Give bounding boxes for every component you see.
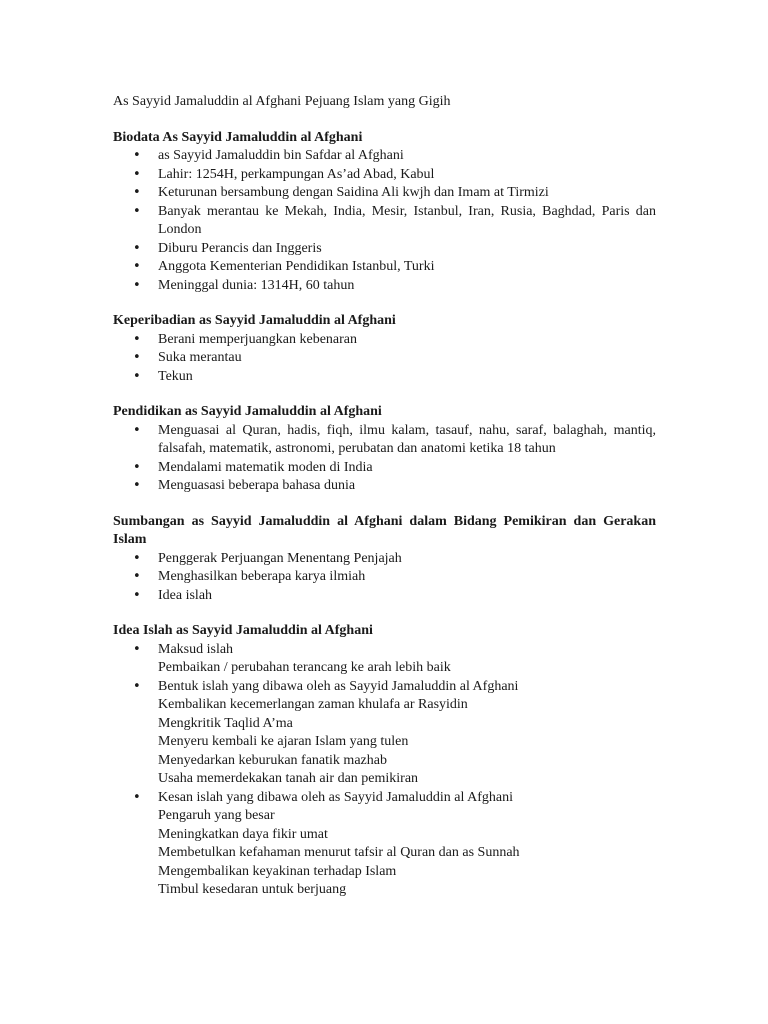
list-item: • Penggerak Perjuangan Menentang Penjajah bbox=[113, 550, 656, 569]
list-item: • as Sayyid Jamaluddin bin Safdar al Afghani bbox=[113, 147, 656, 166]
list-item: • Diburu Perancis dan Inggeris bbox=[113, 240, 656, 259]
bullet-list bbox=[113, 147, 656, 295]
sub-line: Mengkritik Taqlid A’ma bbox=[158, 715, 293, 731]
list-item bbox=[113, 678, 656, 789]
sub-line: Usaha memerdekakan tanah air dan pemikiran bbox=[158, 771, 419, 786]
section-heading: Sumbangan as Sayyid Jamaluddin al Afghani dalam Bidang Pemikiran dan Gerakan Islam bbox=[113, 513, 656, 547]
section-heading: Pendidikan as Sayyid Jamaluddin al Afghani bbox=[113, 404, 382, 419]
sub-line: Pembaikan / perubahan terancang ke arah lebih baik bbox=[158, 660, 451, 675]
sub-line: Meningkatkan daya fikir umat bbox=[158, 826, 328, 842]
list-item: • Lahir: 1254H, perkampungan As’ad Abad, Kabul bbox=[113, 166, 656, 185]
list-item: • Meninggal dunia: 1314H, 60 tahun bbox=[113, 277, 656, 296]
list-item bbox=[113, 789, 656, 900]
sub-line: Mengembalikan keyakinan terhadap Islam bbox=[158, 863, 397, 879]
section-heading: Idea Islah as Sayyid Jamaluddin al Afghani bbox=[113, 623, 373, 638]
section-idea-islah bbox=[113, 622, 656, 900]
section-sumbangan bbox=[113, 513, 656, 606]
document-body bbox=[113, 93, 656, 917]
list-item: • Berani memperjuangkan kebenaran bbox=[113, 331, 656, 350]
list-item: • Menghasilkan beberapa karya ilmiah bbox=[113, 568, 656, 587]
list-item: • Keturunan bersambung dengan Saidina Ali kwjh dan Imam at Tirmizi bbox=[113, 184, 656, 203]
list-item: • Menguasasi beberapa bahasa dunia bbox=[113, 477, 656, 496]
section-heading: Biodata As Sayyid Jamaluddin al Afghani bbox=[113, 129, 363, 145]
sub-line: Pengaruh yang besar bbox=[158, 808, 275, 823]
bullet-list bbox=[113, 331, 656, 387]
list-item: • Anggota Kementerian Pendidikan Istanbul, Turki bbox=[113, 258, 656, 277]
bullet-list bbox=[113, 641, 656, 900]
sub-line: Membetulkan kefahaman menurut tafsir al Quran dan as Sunnah bbox=[158, 845, 520, 860]
sub-line: Menyeru kembali ke ajaran Islam yang tulen bbox=[158, 734, 409, 749]
section-heading: Keperibadian as Sayyid Jamaluddin al Afghani bbox=[113, 313, 396, 328]
list-item: • Suka merantau bbox=[113, 349, 656, 368]
document-title: As Sayyid Jamaluddin al Afghani Pejuang Islam yang Gigih bbox=[113, 94, 451, 109]
bullet-list bbox=[113, 422, 656, 496]
list-item-text: Maksud islah bbox=[158, 641, 234, 657]
list-item: • Tekun bbox=[113, 368, 656, 387]
list-item bbox=[113, 641, 656, 678]
sub-line: Menyedarkan keburukan fanatik mazhab bbox=[158, 752, 387, 768]
list-item: • Mendalami matematik moden di India bbox=[113, 459, 656, 478]
bullet-list bbox=[113, 550, 656, 606]
list-item: • Menguasai al Quran, hadis, fiqh, ilmu kalam, tasauf, nahu, saraf, balaghah, mantiq, falsafah, matematik, astronomi, perubatan dan anatomi ketika 18 tahun bbox=[113, 422, 656, 459]
list-item-text: Kesan islah yang dibawa oleh as Sayyid Jamaluddin al Afghani bbox=[158, 789, 513, 805]
list-item: • Banyak merantau ke Mekah, India, Mesir, Istanbul, Iran, Rusia, Baghdad, Paris dan London bbox=[113, 203, 656, 240]
sub-line: Kembalikan kecemerlangan zaman khulafa ar Rasyidin bbox=[158, 697, 468, 712]
sub-line: Timbul kesedaran untuk berjuang bbox=[158, 882, 347, 897]
list-item: • Idea islah bbox=[113, 587, 656, 606]
section-biodata bbox=[113, 129, 656, 296]
section-pendidikan bbox=[113, 403, 656, 496]
section-keperibadian bbox=[113, 312, 656, 386]
list-item-text: Bentuk islah yang dibawa oleh as Sayyid Jamaluddin al Afghani bbox=[158, 678, 519, 694]
